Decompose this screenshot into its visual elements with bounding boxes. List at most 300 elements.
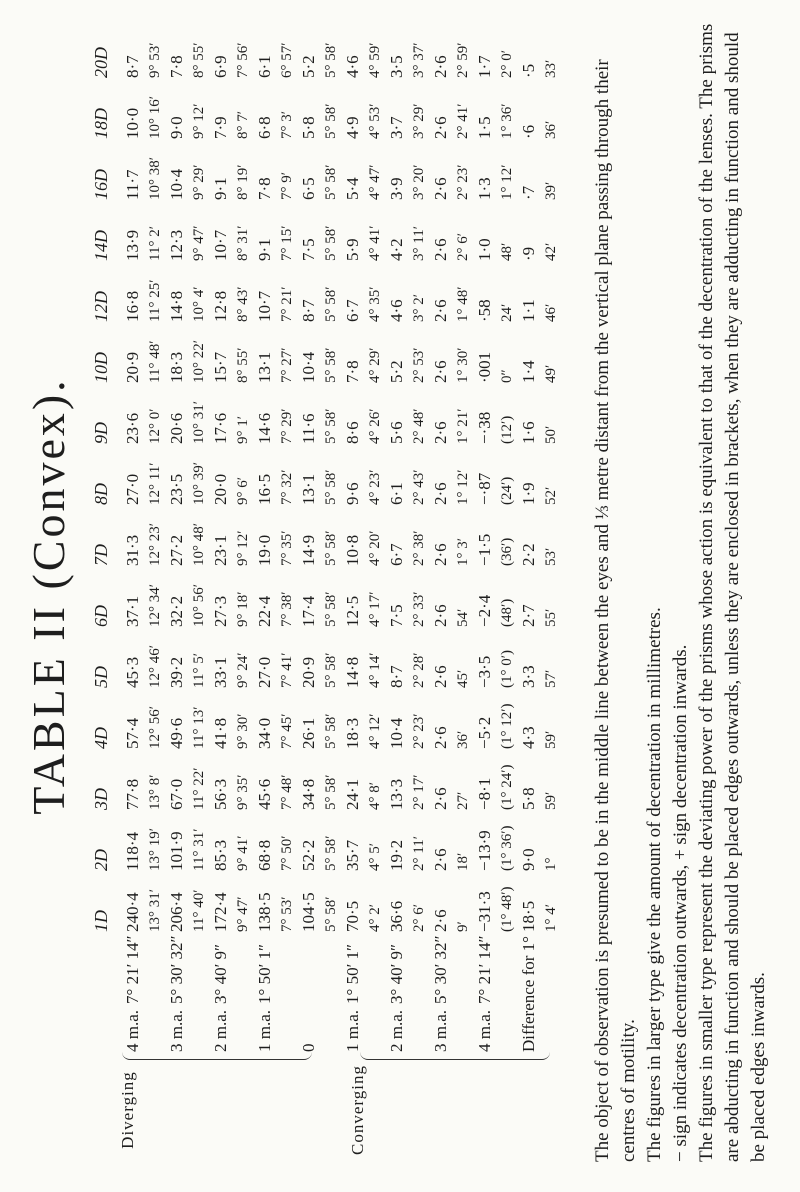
table-cell-value: 6·7 — [343, 299, 362, 322]
table-cell-angle: 4° 53′ — [367, 103, 383, 139]
table-cell-value: 2·6 — [431, 421, 450, 444]
table-cell-value: 22·4 — [255, 595, 274, 627]
table-cell-angle: 4° 2′ — [367, 903, 383, 932]
table-cell-value: 15·7 — [211, 351, 230, 383]
table-cell-angle: 8° 7′ — [235, 110, 251, 139]
table-cell-angle: 9° 35′ — [235, 774, 251, 810]
table-cell-value: 10·4 — [299, 351, 318, 383]
table-cell-value: 49·6 — [167, 717, 186, 749]
table-cell-value: 5·8 — [519, 787, 538, 810]
table-cell-value: 3·9 — [387, 177, 406, 200]
table-cell-value: 2·6 — [431, 848, 450, 871]
table-cell-angle: 48′ — [499, 242, 515, 261]
table-cell-angle: 1° — [543, 857, 559, 871]
table-cell-angle: 12° 11′ — [147, 462, 163, 505]
stub-spacer — [408, 932, 430, 1052]
table-cell-angle: 7° 35′ — [279, 530, 295, 566]
table-cell-angle: 27′ — [455, 791, 471, 810]
table-cell-value: −·87 — [475, 472, 494, 505]
table-cell-value: 37·1 — [123, 595, 142, 627]
table-cell-angle: 59′ — [543, 791, 559, 810]
stub-spacer — [540, 932, 562, 1052]
table-cell-value: 5·4 — [343, 177, 362, 200]
table-cell-angle: 13° 31′ — [147, 888, 163, 932]
column-header: 2D — [91, 849, 111, 871]
column-header: 20D — [91, 47, 111, 78]
table-cell-angle: 9° 41′ — [235, 835, 251, 871]
table-cell-value: 2·6 — [431, 543, 450, 566]
table-cell-angle: (1° 24′) — [499, 764, 515, 810]
table-cell-angle: 1° 12′ — [455, 469, 471, 505]
table-cell-angle: 9° 29′ — [191, 164, 207, 200]
table-cell-angle: 0″ — [499, 369, 515, 383]
table-cell-value: ·5 — [519, 63, 538, 78]
table-cell-angle: 3° 2′ — [411, 293, 427, 322]
table-cell-value: 9·6 — [343, 482, 362, 505]
row-angle-text: 1° 50′ 1″ — [343, 943, 362, 1004]
table-cell-value: 68·8 — [255, 839, 274, 871]
table-cell-angle: 10° 56′ — [191, 583, 207, 627]
page-title: TABLE II (Convex). — [23, 377, 74, 815]
table-cell-value: 23·1 — [211, 534, 230, 566]
table-cell-angle: 7° 27′ — [279, 347, 295, 383]
table-cell-value: 240·4 — [123, 892, 142, 932]
table-cell-value: 5·8 — [299, 116, 318, 139]
stub-spacer — [276, 932, 298, 1052]
table-cell-angle: 4° 35′ — [367, 286, 383, 322]
stub-spacer — [188, 932, 210, 1052]
row-label-text: 3 m.a. — [431, 1009, 450, 1052]
row-label — [342, 932, 364, 1052]
row-label — [166, 932, 188, 1052]
table-cell-value: 2·6 — [431, 299, 450, 322]
table-cell-angle: 10° 48′ — [191, 522, 207, 566]
table-cell-value: 1·3 — [475, 177, 494, 200]
table-cell-value: 5·2 — [299, 55, 318, 78]
table-cell-value: 16·5 — [255, 473, 274, 505]
table-cell-value: 10·8 — [343, 534, 362, 566]
table-cell-value: 31·3 — [123, 534, 142, 566]
table-cell-value: 4·2 — [387, 238, 406, 261]
table-cell-value: 20·9 — [123, 351, 142, 383]
row-label-text: 1 m.a. — [255, 1009, 274, 1052]
row-angle-text: 3° 40′ 9″ — [387, 943, 406, 1004]
table-cell-angle: 5° 58′ — [323, 347, 339, 383]
table-cell-value: 138·5 — [255, 892, 274, 932]
table-cell-value: 104·5 — [299, 892, 318, 932]
table-cell-angle: 42′ — [543, 242, 559, 261]
table-cell-value: 2·6 — [431, 482, 450, 505]
table-cell-angle: 7° 53′ — [279, 896, 295, 932]
table-cell-angle: 2° 11′ — [411, 836, 427, 871]
table-cell-value: 10·4 — [167, 168, 186, 200]
table-cell-angle: 2° 59′ — [455, 42, 471, 78]
table-cell-angle: 2° 41′ — [455, 103, 471, 139]
table-cell-angle: 2° 48′ — [411, 408, 427, 444]
row-label — [474, 932, 496, 1052]
table-cell-value: 27·3 — [211, 595, 230, 627]
table-cell-angle: 2° 53′ — [411, 347, 427, 383]
table-cell-angle: 4° 14′ — [367, 652, 383, 688]
table-cell-angle: 2° 0′ — [499, 49, 515, 78]
table-cell-value: 1·7 — [475, 55, 494, 78]
row-label-text: 4 m.a. — [123, 1009, 142, 1052]
table-cell-value: 27·2 — [167, 534, 186, 566]
table-cell-value: 8·7 — [387, 665, 406, 688]
table-cell-value: 3·7 — [387, 116, 406, 139]
table-cell-value: 4·6 — [343, 55, 362, 78]
table-cell-value: 5·9 — [343, 238, 362, 261]
table-cell-angle: 2° 6′ — [455, 232, 471, 261]
table-cell-angle: 4° 41′ — [367, 225, 383, 261]
table-cell-value: 118·4 — [123, 831, 142, 871]
table-cell-angle: 7° 32′ — [279, 469, 295, 505]
table-cell-value: 9·1 — [255, 238, 274, 261]
table-cell-value: 172·4 — [211, 892, 230, 932]
table-cell-value: 27·0 — [123, 473, 142, 505]
column-header: 12D — [91, 291, 111, 322]
table-cell-value: 45·6 — [255, 778, 274, 810]
table-cell-angle: 4° 12′ — [367, 713, 383, 749]
table-cell-angle: 2° 6′ — [411, 903, 427, 932]
row-angle-text: 5° 30′ 32″ — [431, 935, 450, 1004]
table-cell-value: −5·2 — [475, 716, 494, 749]
table-cell-angle: 11° 25′ — [147, 279, 163, 322]
table-cell-value: 35·7 — [343, 839, 362, 871]
table-cell-value: −8·1 — [475, 777, 494, 810]
table-cell-angle: 8° 43′ — [235, 286, 251, 322]
table-cell-value: 3·5 — [387, 55, 406, 78]
table-cell-angle: 5° 58′ — [323, 103, 339, 139]
table-cell-value: 13·9 — [123, 229, 142, 261]
column-header: 1D — [91, 910, 111, 932]
table-cell-angle: 4° 47′ — [367, 164, 383, 200]
table-cell-value: ·58 — [475, 299, 494, 322]
note-sign: − sign indicates decentration outwards, + sign decentration inwards. — [670, 644, 691, 1162]
table-cell-value: 18·3 — [167, 351, 186, 383]
table-cell-value: 2·6 — [431, 726, 450, 749]
table-cell-value: 85·3 — [211, 839, 230, 871]
table-cell-angle: 3° 37′ — [411, 42, 427, 78]
table-cell-angle: 54′ — [455, 608, 471, 627]
row-label-text: 4 m.a. — [475, 1009, 494, 1052]
table-cell-angle: 1° 48′ — [455, 286, 471, 322]
table-cell-value: −·38 — [475, 411, 494, 444]
table-cell-angle: 2° 23′ — [455, 164, 471, 200]
table-cell-value: 9·0 — [519, 848, 538, 871]
table-cell-value: 13·1 — [255, 351, 274, 383]
table-cell-angle: (1° 12′) — [499, 703, 515, 749]
table-cell-value: 206·4 — [167, 892, 186, 932]
table-cell-angle: 7° 48′ — [279, 774, 295, 810]
row-label-text: 0 — [299, 1043, 318, 1052]
table-cell-angle: (12′) — [499, 415, 515, 444]
table-cell-angle: 2° 38′ — [411, 530, 427, 566]
table-cell-value: 2·6 — [431, 360, 450, 383]
row-angle-text: 1° 50′ 1″ — [255, 943, 274, 1004]
table-cell-angle: 39′ — [543, 181, 559, 200]
table-cell-value: 4·9 — [343, 116, 362, 139]
table-cell-angle: 5° 58′ — [323, 591, 339, 627]
column-header: 18D — [91, 108, 111, 139]
table-cell-value: 18·5 — [519, 900, 538, 932]
note-larger-type: The figures in larger type give the amount of decentration in millimetres. — [644, 607, 665, 1162]
table-cell-value: 33·1 — [211, 656, 230, 688]
column-header: 10D — [91, 352, 111, 383]
table-cell-value: 8·7 — [123, 55, 142, 78]
table-cell-angle: 5° 58′ — [323, 164, 339, 200]
row-label — [122, 932, 144, 1052]
table-notes — [590, 22, 772, 1162]
table-cell-value: 10·7 — [211, 229, 230, 261]
table-cell-angle: 10° 4′ — [191, 286, 207, 322]
table-cell-angle: 11° 13′ — [191, 706, 207, 749]
table-cell-angle: 9° 12′ — [191, 103, 207, 139]
table-cell-value: −1·5 — [475, 533, 494, 566]
table-cell-angle: 5° 58′ — [323, 225, 339, 261]
table-cell-angle: (1° 0′) — [499, 649, 515, 688]
row-label — [210, 932, 232, 1052]
table-cell-value: 23·5 — [167, 473, 186, 505]
table-cell-value: 7·5 — [299, 238, 318, 261]
stub-spacer — [364, 932, 386, 1052]
table-cell-value: 8·6 — [343, 421, 362, 444]
table-cell-angle: 11° 40′ — [191, 889, 207, 932]
table-cell-angle: 8° 55′ — [191, 42, 207, 78]
table-cell-value: 12·8 — [211, 290, 230, 322]
table-cell-angle: 1° 36′ — [499, 103, 515, 139]
table-cell-angle: 9° 1′ — [235, 415, 251, 444]
table-cell-value: 7·5 — [387, 604, 406, 627]
table-cell-angle: 36′ — [455, 730, 471, 749]
table-cell-angle: 7° 9′ — [279, 171, 295, 200]
table-cell-angle: 3° 11′ — [411, 226, 427, 261]
group-label-converging: Converging — [348, 1065, 367, 1155]
table-cell-angle: 7° 41′ — [279, 652, 295, 688]
table-cell-value: 45·3 — [123, 656, 142, 688]
row-angle-text: 5° 30′ 32″ — [167, 935, 186, 1004]
table-cell-angle: 5° 58′ — [323, 408, 339, 444]
table-cell-angle: 1° 21′ — [455, 408, 471, 444]
table-cell-angle: 4° 26′ — [367, 408, 383, 444]
table-cell-value: 19·2 — [387, 839, 406, 871]
table-cell-value: 56·3 — [211, 778, 230, 810]
column-header: 9D — [91, 422, 111, 444]
table-cell-angle: 1° 12′ — [499, 164, 515, 200]
table-cell-angle: 7° 21′ — [279, 286, 295, 322]
table-cell-angle: 2° 43′ — [411, 469, 427, 505]
table-cell-angle: 7° 50′ — [279, 835, 295, 871]
table-cell-angle: 9° 6′ — [235, 476, 251, 505]
stub-header — [88, 932, 122, 1052]
table-cell-angle: 4° 59′ — [367, 42, 383, 78]
table-cell-angle: 1° 4′ — [543, 903, 559, 932]
table-cell-angle: 9° 24′ — [235, 652, 251, 688]
table-cell-angle: 4° 20′ — [367, 530, 383, 566]
table-cell-angle: 11° 48′ — [147, 340, 163, 383]
table-cell-value: 34·0 — [255, 717, 274, 749]
stub-spacer — [232, 932, 254, 1052]
table-cell-value: 19·0 — [255, 534, 274, 566]
table-cell-value: 10·4 — [387, 717, 406, 749]
row-label-text: Difference for 1° — [519, 936, 538, 1052]
table-cell-angle: 12° 46′ — [147, 644, 163, 688]
row-label — [430, 932, 452, 1052]
table-cell-value: 4·6 — [387, 299, 406, 322]
table-cell-value: 13·1 — [299, 473, 318, 505]
table-cell-value: 52·2 — [299, 839, 318, 871]
table-cell-angle: 7° 29′ — [279, 408, 295, 444]
table-cell-value: 14·8 — [167, 290, 186, 322]
table-cell-angle: 4° 23′ — [367, 469, 383, 505]
table-cell-value: 39·2 — [167, 656, 186, 688]
table-cell-angle: 46′ — [543, 303, 559, 322]
table-cell-value: 20·0 — [211, 473, 230, 505]
table-cell-value: 12·3 — [167, 229, 186, 261]
table-cell-angle: 12° 23′ — [147, 522, 163, 566]
table-cell-angle: 9° 53′ — [147, 42, 163, 78]
table-cell-angle: 9° 12′ — [235, 530, 251, 566]
table-cell-value: 14·9 — [299, 534, 318, 566]
table-cell-angle: 5° 58′ — [323, 835, 339, 871]
table-cell-value: 7·8 — [343, 360, 362, 383]
table-cell-angle: 10° 22′ — [191, 339, 207, 383]
table-cell-angle: 7° 38′ — [279, 591, 295, 627]
table-cell-value: 10·0 — [123, 107, 142, 139]
table-cell-angle: 13° 8′ — [147, 774, 163, 810]
table-cell-value: 11·6 — [299, 413, 318, 444]
table-cell-angle: 8° 55′ — [235, 347, 251, 383]
table-cell-value: 17·6 — [211, 412, 230, 444]
table-cell-angle: 10° 39′ — [191, 461, 207, 505]
table-cell-angle: 11° 2′ — [147, 226, 163, 261]
table-cell-value: 9·1 — [211, 177, 230, 200]
table-cell-angle: 4° 17′ — [367, 591, 383, 627]
table-cell-value: 2·6 — [431, 604, 450, 627]
table-cell-angle: 6° 57′ — [279, 42, 295, 78]
column-header: 8D — [91, 483, 111, 505]
table-cell-value: 1·5 — [475, 116, 494, 139]
table-cell-value: 8·7 — [299, 299, 318, 322]
column-header: 6D — [91, 605, 111, 627]
table-cell-value: 20·6 — [167, 412, 186, 444]
table-cell-value: 2·6 — [431, 787, 450, 810]
table-cell-angle: 53′ — [543, 547, 559, 566]
table-cell-value: 5·2 — [387, 360, 406, 383]
table-cell-angle: 36′ — [543, 120, 559, 139]
table-cell-angle: 1° 30′ — [455, 347, 471, 383]
row-angle-text: 7° 21′ 14″ — [123, 935, 142, 1004]
row-label — [386, 932, 408, 1052]
table-cell-value: 1·6 — [519, 421, 538, 444]
table-cell-angle: 12° 0′ — [147, 408, 163, 444]
column-header: 3D — [91, 788, 111, 810]
table-cell-value: 12·5 — [343, 595, 362, 627]
table-cell-angle: 8° 19′ — [235, 164, 251, 200]
table-cell-value: −2·4 — [475, 594, 494, 627]
table-cell-value: 1·4 — [519, 360, 538, 383]
group-label-diverging: Diverging — [118, 1071, 137, 1149]
table-cell-angle: 59′ — [543, 730, 559, 749]
table-cell-value: 7·8 — [167, 55, 186, 78]
stub-spacer — [496, 932, 518, 1052]
table-cell-value: 67·0 — [167, 778, 186, 810]
table-cell-value: 6·8 — [255, 116, 274, 139]
table-cell-value: 11·7 — [123, 169, 142, 200]
table-cell-value: 4·3 — [519, 726, 538, 749]
table-cell-value: 24·1 — [343, 778, 362, 810]
table-cell-value: 77·8 — [123, 778, 142, 810]
table-cell-angle: (1° 48′) — [499, 886, 515, 932]
table-cell-angle: 2° 28′ — [411, 652, 427, 688]
row-label — [254, 932, 276, 1052]
table-cell-value: 20·9 — [299, 656, 318, 688]
table-cell-angle: 50′ — [543, 425, 559, 444]
table-cell-value: 18·3 — [343, 717, 362, 749]
table-cell-angle: 12° 56′ — [147, 705, 163, 749]
table-cell-angle: 9° 47′ — [191, 225, 207, 261]
table-cell-value: 2·6 — [431, 177, 450, 200]
table-cell-angle: 10° 38′ — [147, 156, 163, 200]
table-cell-value: 10·7 — [255, 290, 274, 322]
table-cell-angle: 3° 29′ — [411, 103, 427, 139]
table-cell-value: 6·5 — [299, 177, 318, 200]
table-cell-angle: 9° 47′ — [235, 896, 251, 932]
table-cell-value: 70·5 — [343, 900, 362, 932]
table-cell-angle: 10° 31′ — [191, 400, 207, 444]
table-cell-angle: (36′) — [499, 537, 515, 566]
table-cell-angle: 5° 58′ — [323, 652, 339, 688]
table-cell-angle: 9′ — [455, 921, 471, 932]
table-cell-angle: 5° 58′ — [323, 774, 339, 810]
table-cell-value: 6·7 — [387, 543, 406, 566]
table-cell-angle: 7° 3′ — [279, 110, 295, 139]
data-table — [88, 12, 562, 1052]
table-cell-value: 1·1 — [519, 299, 538, 322]
table-cell-angle: 8° 31′ — [235, 225, 251, 261]
table-cell-angle: 5° 58′ — [323, 713, 339, 749]
table-cell-angle: 55′ — [543, 608, 559, 627]
table-cell-value: 34·8 — [299, 778, 318, 810]
column-header: 4D — [91, 727, 111, 749]
table-cell-value: ·9 — [519, 246, 538, 261]
table-cell-angle: 57′ — [543, 669, 559, 688]
table-cell-angle: (24′) — [499, 476, 515, 505]
table-cell-angle: 5° 58′ — [323, 896, 339, 932]
table-cell-value: 17·4 — [299, 595, 318, 627]
column-header: 16D — [91, 169, 111, 200]
table-cell-angle: 9° 30′ — [235, 713, 251, 749]
table-cell-angle: 11° 31′ — [191, 828, 207, 871]
table-cell-angle: 9° 18′ — [235, 591, 251, 627]
table-cell-angle: 12° 34′ — [147, 583, 163, 627]
table-cell-value: 9·0 — [167, 116, 186, 139]
row-label — [298, 932, 320, 1052]
table-cell-value: 1·9 — [519, 482, 538, 505]
table-cell-value: 7·9 — [211, 116, 230, 139]
table-cell-value: 27·0 — [255, 656, 274, 688]
table-cell-angle: 2° 33′ — [411, 591, 427, 627]
table-cell-angle: 2° 17′ — [411, 774, 427, 810]
row-angle-text: 7° 21′ 14″ — [475, 935, 494, 1004]
table-cell-value: 16·8 — [123, 290, 142, 322]
table-cell-angle: 11° 5′ — [191, 653, 207, 688]
table-cell-value: 2·6 — [431, 909, 450, 932]
table-cell-angle: 33′ — [543, 59, 559, 78]
table-cell-angle: 52′ — [543, 486, 559, 505]
table-cell-angle: 7° 15′ — [279, 225, 295, 261]
table-cell-angle: 3° 20′ — [411, 164, 427, 200]
